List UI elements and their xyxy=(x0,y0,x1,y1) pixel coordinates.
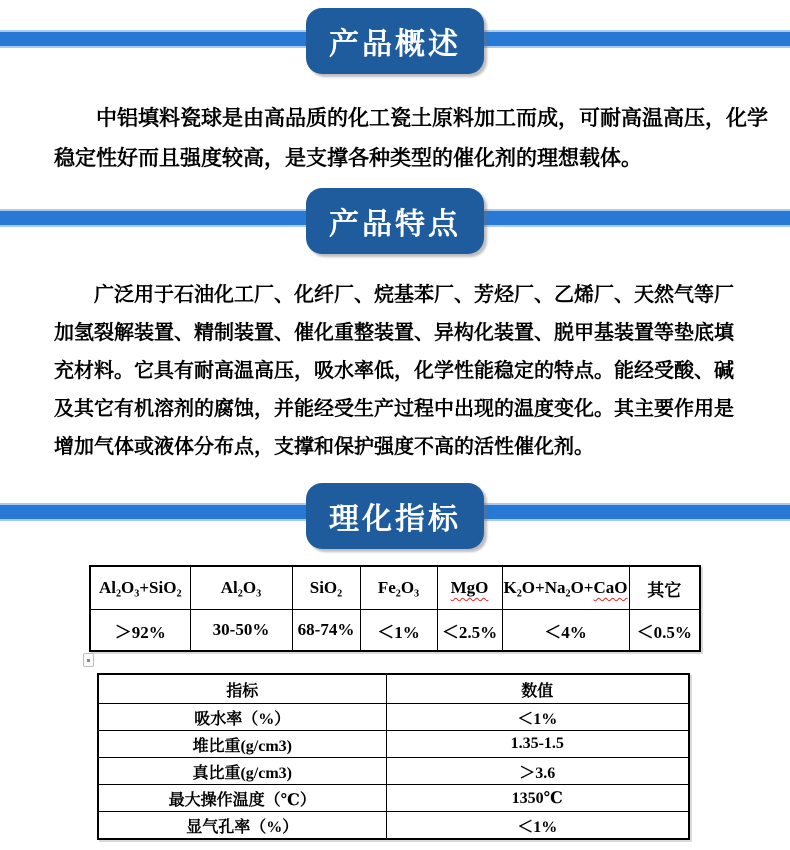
paragraph-line: 稳定性好而且强度较高，是支撑各种类型的催化剂的理想载体。 xyxy=(54,146,642,170)
composition-header-cell xyxy=(90,566,190,610)
composition-value-cell: ＜1% xyxy=(360,610,437,652)
paragraph-line: 广泛用于石油化工厂、化纤厂、烷基苯厂、芳烃厂、乙烯厂、天然气等厂 xyxy=(94,284,734,306)
composition-header-cell xyxy=(190,566,292,610)
header-text: Al₂O₃ xyxy=(220,578,262,597)
composition-header-cell xyxy=(629,566,700,610)
composition-header-cell xyxy=(360,566,437,610)
spellcheck-underlined-text: MgO xyxy=(450,578,489,597)
spec-value-cell: ＜1% xyxy=(386,704,689,731)
spec-name-cell: 最大操作温度（℃） xyxy=(98,785,386,812)
paragraph-line: 加氢裂解装置、精制装置、催化重整装置、异构化装置、脱甲基装置等垫底填 xyxy=(54,322,734,344)
features-paragraph xyxy=(54,276,738,466)
composition-header-cell xyxy=(437,566,502,610)
composition-header-cell xyxy=(502,566,629,610)
composition-table xyxy=(89,565,701,652)
paragraph-line: 中铝填料瓷球是由高品质的化工瓷土原料加工而成，可耐高温高压，化学 xyxy=(96,106,768,130)
spec-name-cell: 显气孔率（%） xyxy=(98,812,386,840)
spec-header-cell: 数值 xyxy=(386,674,689,704)
spec-value-cell: ＜1% xyxy=(386,812,689,840)
spec-table xyxy=(97,673,690,840)
paragraph-line: 充材料。它具有耐高温高压，吸水率低，化学性能稳定的特点。能经受酸、碱 xyxy=(54,360,734,382)
spec-header-cell: 指标 xyxy=(98,674,386,704)
header-text: 其它 xyxy=(647,580,682,600)
table-row xyxy=(90,566,700,610)
spec-value-cell: 1.35-1.5 xyxy=(386,731,689,758)
composition-value-cell: ＜0.5% xyxy=(629,610,700,652)
overview-paragraph xyxy=(54,98,768,178)
header-text: Al₂O₃+SiO₂ xyxy=(98,578,182,597)
spellcheck-underlined-text: CaO xyxy=(593,578,628,597)
table-row xyxy=(98,812,689,840)
spec-name-cell: 吸水率（%） xyxy=(98,704,386,731)
header-text: SiO₂ xyxy=(309,578,343,597)
composition-value-cell: ＞92% xyxy=(90,610,190,652)
section-badge-specs: 理化指标 xyxy=(306,483,484,549)
section-badge-overview: 产品概述 xyxy=(306,8,484,74)
table-row xyxy=(98,704,689,731)
table-row xyxy=(98,674,689,704)
header-text: Fe₂O₃ xyxy=(377,578,420,597)
composition-value-cell: 68-74% xyxy=(292,610,360,652)
section-banner-specs xyxy=(0,483,790,549)
section-badge-features: 产品特点 xyxy=(306,188,484,254)
section-banner-features xyxy=(0,188,790,254)
table-move-handle-icon xyxy=(83,653,94,667)
table-row xyxy=(98,785,689,812)
paragraph-line: 增加气体或液体分布点，支撑和保护强度不高的活性催化剂。 xyxy=(54,436,594,458)
spec-name-cell: 真比重(g/cm3) xyxy=(98,758,386,785)
composition-value-cell: 30-50% xyxy=(190,610,292,652)
spec-name-cell: 堆比重(g/cm3) xyxy=(98,731,386,758)
header-text: K₂O+Na₂O+ xyxy=(503,578,594,597)
composition-header-cell xyxy=(292,566,360,610)
spec-value-cell: ＞3.6 xyxy=(386,758,689,785)
table-row xyxy=(98,731,689,758)
paragraph-line: 及其它有机溶剂的腐蚀，并能经受生产过程中出现的温度变化。其主要作用是 xyxy=(54,398,734,420)
handle-dot xyxy=(87,659,90,662)
spec-value-cell: 1350℃ xyxy=(386,785,689,812)
table-row xyxy=(90,610,700,652)
composition-value-cell: ＜4% xyxy=(502,610,629,652)
section-banner-overview xyxy=(0,8,790,74)
table-row xyxy=(98,758,689,785)
composition-value-cell: ＜2.5% xyxy=(437,610,502,652)
